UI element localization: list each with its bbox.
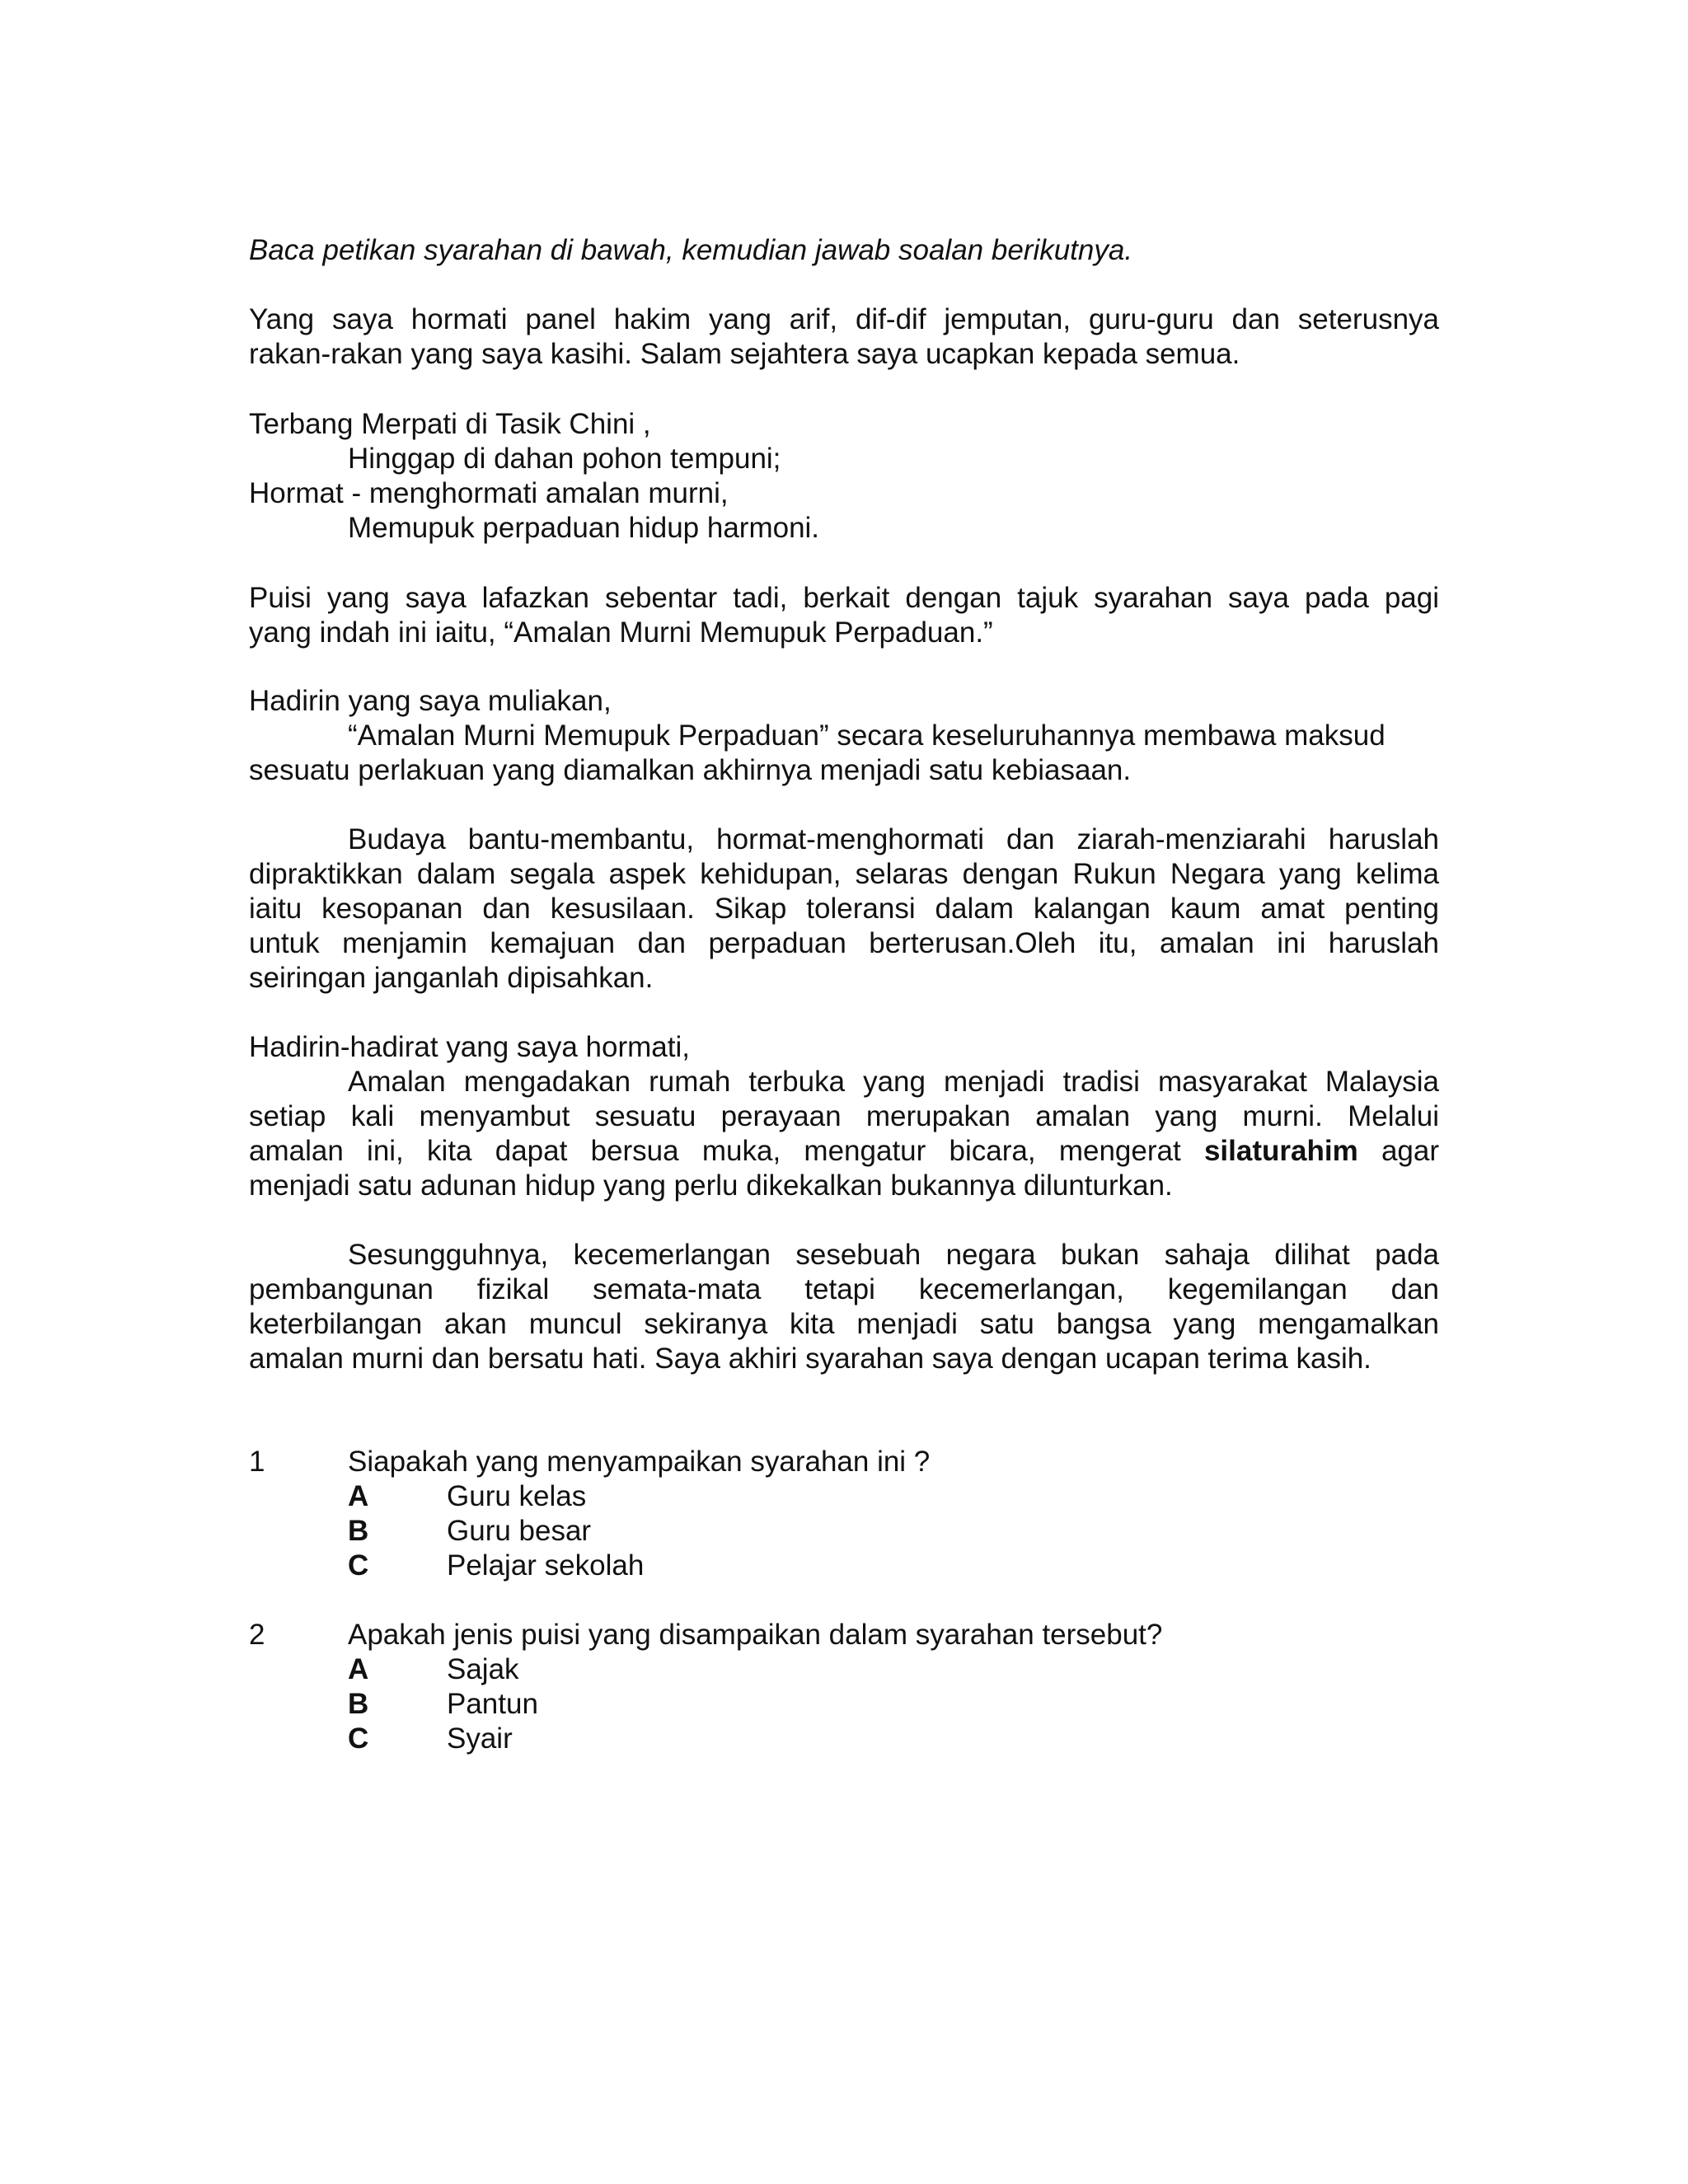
closing-line-3: keterbilangan akan muncul sekiranya kita menjadi satu bangsa yang mengamalkan	[249, 1308, 1439, 1340]
option-text: Guru kelas	[447, 1480, 587, 1512]
option-letter: B	[348, 1688, 369, 1720]
option-text: Pantun	[447, 1688, 538, 1720]
openhouse-line-3-end: agar	[1357, 1135, 1440, 1167]
option-text: Sajak	[447, 1653, 519, 1685]
meaning-line-1: “Amalan Murni Memupuk Perpaduan” secara keseluruhannya membawa maksud	[348, 719, 1386, 752]
option-text: Guru besar	[447, 1515, 592, 1547]
culture-paragraph	[249, 823, 1439, 996]
closing-paragraph	[249, 1238, 1439, 1376]
meaning-line-2: sesuatu perlakuan yang diamalkan akhirnya menjadi satu kebiasaan.	[249, 754, 1132, 786]
pantun-line-4: Memupuk perpaduan hidup harmoni.	[348, 512, 820, 544]
pantun-block	[249, 407, 1439, 546]
question-text: Siapakah yang menyampaikan syarahan ini ?	[348, 1446, 931, 1478]
culture-line-3: iaitu kesopanan dan kesusilaan. Sikap toleransi dalam kalangan kaum amat penting	[249, 893, 1439, 925]
openhouse-line-3	[249, 1134, 1439, 1169]
pantun-line-1: Terbang Merpati di Tasik Chini ,	[249, 408, 651, 440]
openhouse-line-4: menjadi satu adunan hidup yang perlu dikekalkan bukannya dilunturkan.	[249, 1169, 1173, 1202]
culture-line-5: seiringan janganlah dipisahkan.	[249, 962, 654, 994]
closing-line-1: Sesungguhnya, kecemerlangan sesebuah negara bukan sahaja dilihat pada	[348, 1239, 1439, 1271]
address-hormati: Hadirin-hadirat yang saya hormati,	[249, 1031, 690, 1063]
option-letter: C	[348, 1549, 369, 1582]
openhouse-line-1: Amalan mengadakan rumah terbuka yang menjadi tradisi masyarakat Malaysia	[348, 1066, 1439, 1098]
intro-line-1: Puisi yang saya lafazkan sebentar tadi, berkait dengan tajuk syarahan saya pada pagi	[249, 582, 1439, 614]
option-letter: A	[348, 1653, 369, 1685]
option-letter: B	[348, 1515, 369, 1547]
culture-line-2: dipraktikkan dalam segala aspek kehidupan, selaras dengan Rukun Negara yang kelima	[249, 858, 1439, 890]
closing-line-4: amalan murni dan bersatu hati. Saya akhiri syarahan saya dengan ucapan terima kasih.	[249, 1343, 1372, 1375]
greeting-paragraph	[249, 302, 1439, 372]
question-number: 2	[249, 1619, 265, 1651]
question-text: Apakah jenis puisi yang disampaikan dalam syarahan tersebut?	[348, 1619, 1163, 1651]
silaturahim-bold: silaturahim	[1203, 1135, 1358, 1167]
greeting-line-1: Yang saya hormati panel hakim yang arif, dif-dif jemputan, guru-guru dan seterusnya	[249, 303, 1439, 335]
culture-line-4: untuk menjamin kemajuan dan perpaduan berterusan.Oleh itu, amalan ini haruslah	[249, 927, 1439, 959]
openhouse-line-3-start: amalan ini, kita dapat bersua muka, mengatur bicara, mengerat	[249, 1135, 1204, 1167]
greeting-line-2: rakan-rakan yang saya kasihi. Salam sejahtera saya ucapkan kepada semua.	[249, 338, 1240, 370]
option-letter: C	[348, 1722, 369, 1755]
option-text: Syair	[447, 1722, 513, 1755]
openhouse-line-2: setiap kali menyambut sesuatu perayaan merupakan amalan yang murni. Melalui	[249, 1100, 1439, 1132]
pantun-line-2: Hinggap di dahan pohon tempuni;	[348, 443, 781, 475]
culture-line-1: Budaya bantu-membantu, hormat-menghormati dan ziarah-menziarahi haruslah	[348, 823, 1439, 855]
intro-paragraph	[249, 581, 1439, 650]
option-letter: A	[348, 1480, 369, 1512]
question-number: 1	[249, 1446, 265, 1478]
address-muliakan: Hadirin yang saya muliakan,	[249, 685, 612, 717]
meaning-paragraph	[249, 719, 1439, 788]
closing-line-2: pembangunan fizikal semata-mata tetapi kecemerlangan, kegemilangan dan	[249, 1273, 1439, 1305]
openhouse-paragraph	[249, 1065, 1439, 1203]
pantun-line-3: Hormat - menghormati amalan murni,	[249, 477, 729, 509]
instruction-text: Baca petikan syarahan di bawah, kemudian jawab soalan berikutnya.	[249, 234, 1133, 266]
intro-line-2: yang indah ini iaitu, “Amalan Murni Memupuk Perpaduan.”	[249, 616, 993, 649]
option-text: Pelajar sekolah	[447, 1549, 645, 1582]
